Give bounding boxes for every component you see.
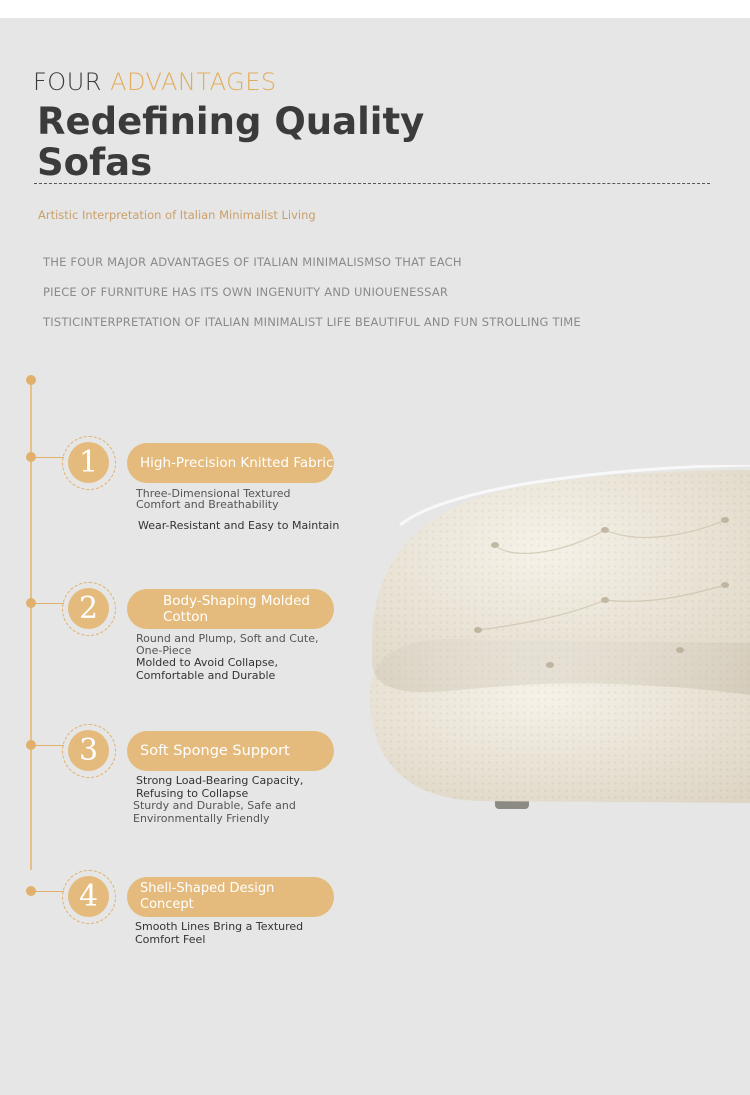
- feature-title-pill-1: [127, 443, 334, 483]
- feature-title-pill-2: [127, 589, 334, 629]
- feature-2-desc-4: Comfortable and Durable: [136, 669, 276, 682]
- intro-line-1: THE FOUR MAJOR ADVANTAGES OF ITALIAN MINIMALISMSO THAT EACH: [43, 255, 462, 269]
- connector-4: [36, 891, 64, 892]
- eyebrow-plain: FOUR: [33, 68, 102, 96]
- timeline-dot-1: [26, 452, 36, 462]
- feature-title-4-line-1: Shell-Shaped Design: [140, 881, 275, 896]
- timeline-dot-2: [26, 598, 36, 608]
- feature-3-desc-2: Refusing to Collapse: [136, 787, 249, 800]
- subtitle: Artistic Interpretation of Italian Minimalist Living: [38, 208, 316, 222]
- eyebrow-heading: [33, 68, 277, 96]
- feature-4-desc-1: Smooth Lines Bring a Textured: [135, 920, 304, 933]
- feature-title-1: High-Precision Knitted Fabric: [140, 455, 334, 471]
- dashed-divider: [34, 183, 710, 184]
- feature-1-desc-3: Wear-Resistant and Easy to Maintain: [138, 519, 340, 532]
- feature-1-desc-2: Comfort and Breathability: [136, 498, 279, 511]
- feature-3-desc-3: Sturdy and Durable, Safe and: [133, 799, 296, 812]
- feature-title-pill-4: [127, 877, 334, 917]
- page-title-line-1: Redefining Quality: [37, 100, 425, 143]
- feature-title-4-line-2: Concept: [140, 897, 194, 912]
- connector-3: [36, 745, 64, 746]
- eyebrow-accent: ADVANTAGES: [110, 68, 277, 96]
- feature-3-desc-4: Environmentally Friendly: [133, 812, 270, 825]
- feature-number-3: 3: [68, 730, 109, 771]
- intro-line-2: PIECE OF FURNITURE HAS ITS OWN INGENUITY AND UNIOUENESSAR: [43, 285, 449, 299]
- feature-title-3: Soft Sponge Support: [140, 743, 290, 759]
- feature-number-badge-4: [62, 870, 116, 924]
- timeline-dot-start: [26, 375, 36, 385]
- intro-line-3: TISTICINTERPRETATION OF ITALIAN MINIMALIST LIFE BEAUTIFUL AND FUN STROLLING TIME: [43, 315, 581, 329]
- feature-number-badge-3: [62, 724, 116, 778]
- top-white-strip: [0, 0, 750, 18]
- timeline-dot-3: [26, 740, 36, 750]
- page-title-line-2: Sofas: [37, 141, 153, 184]
- feature-number-4: 4: [68, 876, 109, 917]
- timeline-dot-4: [26, 886, 36, 896]
- feature-number-1: 1: [68, 442, 109, 483]
- feature-title-pill-3: [127, 731, 334, 771]
- feature-2-desc-2: One-Piece: [136, 644, 192, 657]
- feature-3-desc-1: Strong Load-Bearing Capacity,: [136, 774, 304, 787]
- page-title: [37, 101, 457, 183]
- feature-number-badge-2: [62, 582, 116, 636]
- feature-2-desc-1: Round and Plump, Soft and Cute,: [136, 632, 319, 645]
- feature-title-2-line-1: Body-Shaping Molded: [163, 593, 310, 609]
- feature-number-badge-1: [62, 436, 116, 490]
- feature-number-2: 2: [68, 588, 109, 629]
- feature-1-desc-1: Three-Dimensional Textured: [136, 487, 291, 500]
- feature-4-desc-2: Comfort Feel: [135, 933, 206, 946]
- connector-2: [36, 603, 64, 604]
- sofa-image: [360, 465, 750, 815]
- feature-title-2-line-2: Cotton: [163, 609, 209, 625]
- connector-1: [36, 457, 64, 458]
- feature-2-desc-3: Molded to Avoid Collapse,: [136, 656, 278, 669]
